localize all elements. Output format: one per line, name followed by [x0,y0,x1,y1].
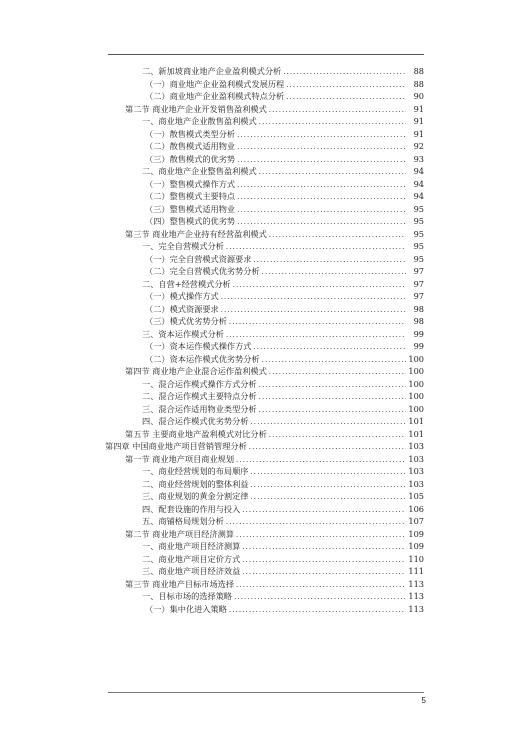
toc-entry[interactable] [0,103,424,116]
toc-entry-title: 三、商业规划的黄金分割定律 [142,491,249,501]
toc-entry-page-number: 100 [408,403,424,414]
toc-entry[interactable] [0,353,424,366]
toc-entry-title: 二、自营+经营模式分析 [142,278,231,289]
toc-entry-title: 二、新加坡商业地产企业盈利模式分析 [142,66,282,76]
toc-entry-page-number: 103 [408,466,424,476]
toc-entry[interactable] [0,303,424,316]
toc-entry-title: 一、完全自营模式分析 [142,241,224,251]
toc-entry-title: （二）模式资源要求 [145,303,219,314]
toc-entry-page-number: 94 [413,166,424,176]
toc-entry[interactable] [0,478,424,491]
toc-entry-page-number: 91 [413,103,424,114]
toc-entry-title: （二）完全自营模式优劣势分析 [145,266,260,276]
toc-entry-title: （二）商业地产企业盈利模式特点分析 [145,91,285,101]
toc-entry-title: （二）整售模式主要特点 [145,191,236,201]
toc-entry[interactable] [0,253,424,266]
toc-entry-page-number: 106 [408,503,424,514]
toc-entry-title: 三、混合运作适用物业类型分析 [142,403,257,414]
toc-entry-page-number: 101 [408,428,424,439]
toc-entry[interactable] [0,515,424,528]
toc-entry[interactable] [0,190,424,203]
toc-entry-title: （三）整售模式适用物业 [145,203,236,214]
toc-entry[interactable] [0,178,424,191]
table-of-contents [0,65,529,615]
toc-entry-title: （四）整售模式的优劣势 [145,216,236,226]
toc-entry[interactable] [0,503,424,516]
toc-entry-title: 二、混合运作模式主要特点分析 [142,391,257,401]
toc-entry[interactable] [0,340,424,353]
toc-entry-title: （一）模式操作方式 [145,291,219,301]
toc-entry[interactable] [0,140,424,153]
toc-entry-page-number: 103 [408,441,424,451]
toc-entry-page-number: 100 [408,391,424,401]
toc-entry-title: 二、商业经营规划的整体利益 [142,478,249,489]
dot-leader [229,604,406,617]
toc-entry[interactable] [0,78,424,91]
toc-entry-page-number: 91 [413,116,424,126]
toc-entry-title: （三）散售模式的优劣势 [145,153,236,164]
toc-entry-title: 第四节 商业地产企业混合运作盈利模式 [125,366,267,376]
toc-entry[interactable] [0,565,424,578]
header-rule [108,54,424,55]
toc-entry-title: 第四章 中国商业地产项目营销管理分析 [105,441,247,451]
toc-entry-page-number: 111 [408,566,424,576]
toc-entry-page-number: 88 [413,78,424,89]
toc-entry[interactable] [0,278,424,291]
toc-entry-page-number: 105 [408,491,424,501]
toc-entry[interactable] [0,390,424,403]
toc-entry[interactable] [0,415,424,428]
toc-entry-page-number: 97 [413,266,424,276]
toc-entry-title: 四、配套设施的作用与投入 [142,503,241,514]
toc-entry-page-number: 88 [413,66,424,76]
toc-entry-title: （一）散售模式类型分析 [145,128,236,139]
toc-entry[interactable] [0,578,424,591]
toc-entry-title: 一、目标市场的选择策略 [142,591,233,601]
toc-entry-page-number: 100 [408,353,424,364]
toc-entry-title: 三、资本运作模式分析 [142,328,224,339]
toc-entry[interactable] [0,115,424,128]
toc-entry[interactable] [0,240,424,253]
toc-entry-page-number: 98 [413,316,424,326]
toc-entry[interactable] [0,540,424,553]
toc-entry[interactable] [0,590,424,603]
toc-entry[interactable] [0,203,424,216]
footer-rule [108,692,424,693]
toc-entry-page-number: 97 [413,278,424,289]
toc-entry-page-number: 113 [408,591,424,601]
toc-entry-title: 四、混合运作模式优劣势分析 [142,416,249,426]
toc-entry-page-number: 95 [413,253,424,264]
toc-entry-title: 三、商业地产项目经济效益 [142,566,241,576]
toc-entry-title: 二、商业地产企业整售盈利模式 [142,166,257,176]
toc-entry-page-number: 107 [408,516,424,526]
toc-entry-title: 第一节 商业地产项目商业规划 [125,453,235,464]
toc-entry-title: （一）完全自营模式资源要求 [145,253,252,264]
toc-entry-page-number: 94 [413,178,424,189]
toc-entry-title: （一）集中化进入策略 [145,603,227,614]
toc-entry-page-number: 109 [408,541,424,551]
toc-entry-page-number: 101 [408,416,424,426]
toc-entry-page-number: 103 [408,478,424,489]
toc-entry-title: （一）资本运作模式操作方式 [145,341,252,351]
toc-entry-page-number: 100 [408,366,424,376]
toc-entry-title: （三）模式优劣势分析 [145,316,227,326]
toc-entry-title: 第三节 商业地产目标市场选择 [125,578,235,589]
toc-entry-page-number: 94 [413,191,424,201]
toc-entry[interactable] [0,265,424,278]
toc-entry[interactable] [0,403,424,416]
toc-entry[interactable] [0,128,424,141]
toc-entry[interactable] [0,90,424,103]
toc-entry-page-number: 90 [413,91,424,101]
toc-entry[interactable] [0,453,424,466]
toc-entry[interactable] [0,490,424,503]
toc-entry-title: 一、商业地产项目经济测算 [142,541,241,551]
toc-entry-page-number: 99 [413,328,424,339]
toc-entry-page-number: 110 [408,553,424,564]
toc-entry-page-number: 95 [413,216,424,226]
toc-entry[interactable] [0,428,424,441]
toc-entry[interactable] [0,378,424,391]
toc-entry[interactable] [0,328,424,341]
toc-entry-page-number: 95 [413,203,424,214]
toc-entry-page-number: 91 [413,128,424,139]
toc-entry[interactable] [0,315,424,328]
toc-entry[interactable] [0,228,424,241]
toc-entry-page-number: 97 [413,291,424,301]
toc-entry[interactable] [0,290,424,303]
toc-entry-title: （二）资本运作模式优劣势分析 [145,353,260,364]
toc-entry-page-number: 103 [408,453,424,464]
toc-entry[interactable] [0,165,424,178]
toc-entry-title: 第二节 商业地产企业开发销售盈利模式 [125,103,267,114]
toc-entry-page-number: 100 [408,378,424,389]
toc-entry[interactable] [0,365,424,378]
toc-entry[interactable] [0,215,424,228]
toc-entry-page-number: 113 [408,578,424,589]
page-number: 5 [421,696,426,705]
toc-entry[interactable] [0,153,424,166]
toc-entry-title: 五、商铺格局规划分析 [142,516,224,526]
toc-entry[interactable] [0,603,424,616]
toc-entry-page-number: 95 [413,241,424,251]
toc-entry[interactable] [0,65,424,78]
toc-entry-page-number: 92 [413,141,424,151]
toc-entry-title: 第二节 商业地产项目经济测算 [125,528,235,539]
toc-entry-title: （一）商业地产企业盈利模式发展历程 [145,78,285,89]
toc-entry[interactable] [0,553,424,566]
toc-entry[interactable] [0,465,424,478]
toc-entry-title: 第五节 主要商业地产盈利模式对比分析 [125,428,267,439]
toc-entry-title: 一、混合运作模式操作方式分析 [142,378,257,389]
toc-entry-page-number: 109 [408,528,424,539]
toc-entry-page-number: 93 [413,153,424,164]
toc-entry-title: （一）整售模式操作方式 [145,178,236,189]
toc-entry-page-number: 99 [413,341,424,351]
toc-entry-title: 一、商业经营规划的布局顺序 [142,466,249,476]
toc-entry-title: 第三节 商业地产企业持有经营盈利模式 [125,228,267,239]
toc-entry-title: 二、商业地产项目定价方式 [142,553,241,564]
toc-entry-page-number: 113 [408,603,424,614]
toc-entry-title: （二）散售模式适用物业 [145,141,236,151]
toc-entry[interactable] [0,528,424,541]
toc-entry-page-number: 98 [413,303,424,314]
toc-entry-page-number: 95 [413,228,424,239]
toc-entry-title: 一、商业地产企业散售盈利模式 [142,116,257,126]
toc-entry[interactable] [0,440,424,453]
